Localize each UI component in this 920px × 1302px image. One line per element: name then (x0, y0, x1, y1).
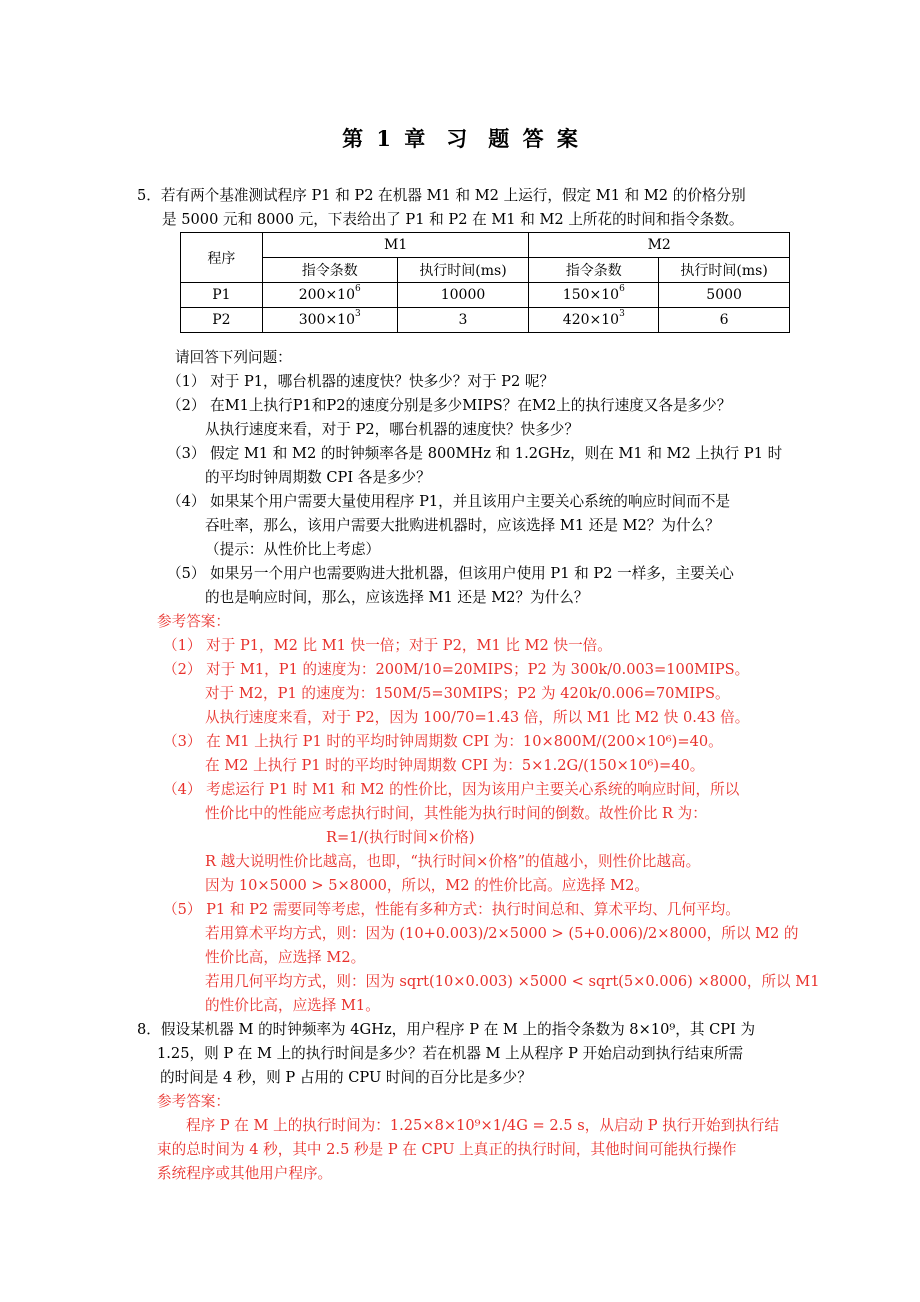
q5-answer-4: （4） 考虑运行 P1 时 M1 和 M2 的性价比，因为该用户主要关心系统的响应时间，所以 (163, 781, 740, 798)
cell-prog: P2 (181, 308, 263, 333)
page-title: 第 1 章 习 题 答 案 (342, 126, 578, 151)
header-m1-instr: 指令条数 (262, 258, 397, 283)
q5-answer-4-line-4: R 越大说明性价比越高，也即，“执行时间×价格”的值越小，则性价比越高。 (205, 853, 701, 870)
cell-m1-instr: $300\times 10^3$ (262, 308, 397, 333)
q5-question-2: （2） 在M1上执行P1和P2的速度分别是多少MIPS？在M2上的执行速度又各是多少？ (167, 397, 732, 414)
q5-answer-2: （2） 对于 M1，P1 的速度为：200M/10=20MIPS；P2 为 300k/0.003=100MIPS。 (163, 661, 750, 678)
q5-question-prompt: 请回答下列问题： (175, 349, 292, 366)
q8-answer-line-1: 程序 P 在 M 上的执行时间为：1.25×8×10⁹×1/4G = 2.5 s，从启动 P 执行开始到执行结 (186, 1117, 779, 1134)
q5-answer-2-line-2: 对于 M2，P1 的速度为：150M/5=30MIPS；P2 为 420k/0.006=70MIPS。 (205, 685, 730, 702)
q5-answer-label: 参考答案： (157, 613, 230, 630)
header-m2: M2 (529, 233, 790, 258)
cell-m1-instr: $200\times 10^6$ (262, 283, 397, 308)
table-row (181, 308, 790, 333)
cell-m1-time: 3 (397, 308, 529, 333)
header-program: 程序 (181, 233, 263, 283)
table-header-row (181, 233, 790, 258)
header-m2-time: 执行时间(ms) (659, 258, 790, 283)
q5-answer-4-line-2: 性价比中的性能应考虑执行时间，其性能为执行时间的倒数。故性价比 R 为： (205, 805, 707, 822)
q5-answer-3: （3） 在 M1 上执行 P1 时的平均时钟周期数 CPI 为：10×800M/(200×10⁶)=40。 (163, 733, 723, 750)
table-subheader-row (181, 258, 790, 283)
q5-question-3: （3） 假定 M1 和 M2 的时钟频率各是 800MHz 和 1.2GHz，则在 M1 和 M2 上执行 P1 时 (167, 445, 783, 462)
q5-answer-5-line-5: 的性价比高，应选择 M1。 (205, 997, 380, 1014)
q8-answer-line-3: 系统程序或其他用户程序。 (157, 1165, 333, 1182)
q5-answer-4-formula: R=1/(执行时间×价格) (326, 829, 475, 846)
header-m2-instr: 指令条数 (529, 258, 659, 283)
q8-intro-line-1: 8．假设某机器 M 的时钟频率为 4GHz，用户程序 P 在 M 上的指令条数为 8×10⁹，其 CPI 为 (137, 1021, 756, 1038)
q5-intro-line-1: 5．若有两个基准测试程序 P1 和 P2 在机器 M1 和 M2 上运行，假定 M1 和 M2 的价格分别 (137, 187, 746, 204)
q5-answer-1: （1） 对于 P1，M2 比 M1 快一倍；对于 P2，M1 比 M2 快一倍。 (163, 637, 612, 654)
q5-question-5-cont: 的也是响应时间，那么，应该选择 M1 还是 M2？为什么？ (205, 589, 589, 606)
q5-answer-5-line-2: 若用算术平均方式，则：因为 (10+0.003)/2×5000 > (5+0.006)/2×8000，所以 M2 的 (205, 925, 799, 942)
q5-question-3-cont: 的平均时钟周期数 CPI 各是多少？ (205, 469, 431, 486)
q5-question-2-cont: 从执行速度来看，对于 P2，哪台机器的速度快？快多少？ (205, 421, 579, 438)
cell-m2-instr: $150\times 10^6$ (529, 283, 659, 308)
q5-answer-5-line-3: 性价比高，应选择 M2。 (205, 949, 366, 966)
q8-answer-label: 参考答案： (157, 1093, 230, 1110)
q8-intro-line-2: 1.25，则 P 在 M 上的执行时间是多少？若在机器 M 上从程序 P 开始启动到执行结束所需 (157, 1045, 744, 1062)
q5-question-4: （4） 如果某个用户需要大量使用程序 P1，并且该用户主要关心系统的响应时间而不是 (167, 493, 731, 510)
q8-intro-line-3: 的时间是 4 秒，则 P 占用的 CPU 时间的百分比是多少？ (160, 1069, 532, 1086)
q5-answer-5: （5） P1 和 P2 需要同等考虑，性能有多种方式：执行时间总和、算术平均、几何平均。 (163, 901, 740, 918)
q5-answer-2-line-3: 从执行速度来看，对于 P2，因为 100/70=1.43 倍，所以 M1 比 M2 快 0.43 倍。 (205, 709, 750, 726)
q5-question-1: （1） 对于 P1，哪台机器的速度快？快多少？对于 P2 呢？ (167, 373, 555, 390)
cell-prog: P1 (181, 283, 263, 308)
header-m1-time: 执行时间(ms) (397, 258, 529, 283)
q5-answer-4-line-5: 因为 10×5000 > 5×8000，所以，M2 的性价比高。应选择 M2。 (205, 877, 649, 894)
q5-answer-5-line-4: 若用几何平均方式，则：因为 sqrt(10×0.003) ×5000 < sqrt(5×0.006) ×8000，所以 M1 (205, 973, 820, 990)
q5-question-4-hint: （提示：从性价比上考虑） (205, 541, 381, 558)
q5-answer-3-line-2: 在 M2 上执行 P1 时的平均时钟周期数 CPI 为：5×1.2G/(150×10⁶)=40。 (205, 757, 705, 774)
q8-answer-line-2: 束的总时间为 4 秒，其中 2.5 秒是 P 在 CPU 上真正的执行时间，其他时间可能执行操作 (157, 1141, 737, 1158)
header-m1: M1 (262, 233, 529, 258)
cell-m1-time: 10000 (397, 283, 529, 308)
cell-m2-time: 6 (659, 308, 790, 333)
table-row (181, 283, 790, 308)
q5-table (180, 232, 790, 333)
q5-question-4-cont: 吞吐率，那么，该用户需要大批购进机器时，应该选择 M1 还是 M2？为什么？ (205, 517, 720, 534)
q5-intro-line-2: 是 5000 元和 8000 元，下表给出了 P1 和 P2 在 M1 和 M2 上所花的时间和指令条数。 (162, 211, 744, 228)
cell-m2-instr: $420\times 10^3$ (529, 308, 659, 333)
cell-m2-time: 5000 (659, 283, 790, 308)
q5-question-5: （5） 如果另一个用户也需要购进大批机器，但该用户使用 P1 和 P2 一样多，主要关心 (167, 565, 734, 582)
